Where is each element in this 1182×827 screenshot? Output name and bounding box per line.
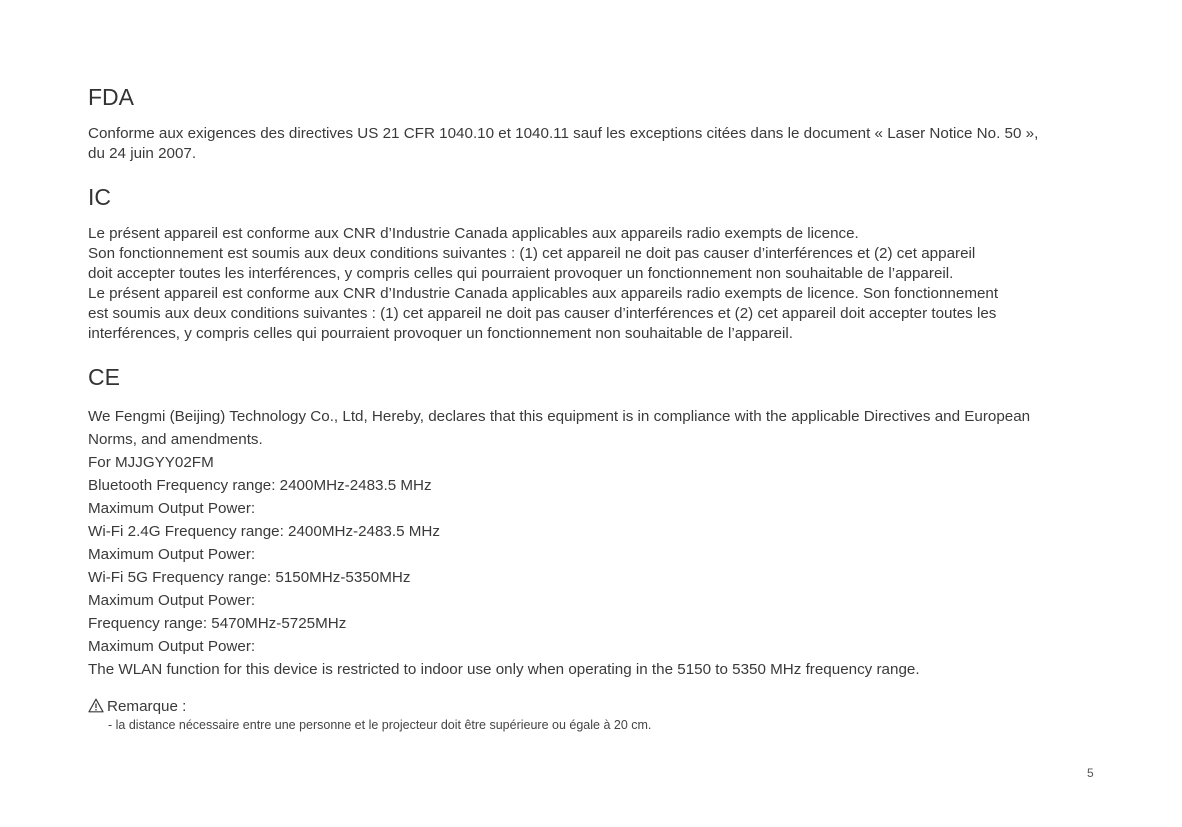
ce-line: Maximum Output Power:: [88, 638, 256, 655]
page-number: 5: [1087, 766, 1094, 780]
remark-detail: - la distance nécessaire entre une personne et le projecteur doit être supérieure ou égale à 20 cm.: [108, 718, 652, 732]
ce-line: Maximum Output Power:: [88, 546, 256, 563]
fda-heading: FDA: [88, 84, 134, 110]
warning-triangle-icon: [88, 698, 104, 719]
ic-line: doit accepter toutes les interférences, y compris celles qui pourraient provoquer un fonctionnement non souhaitable de l’appareil.: [88, 265, 954, 282]
ce-line: Wi-Fi 5G Frequency range: 5150MHz-5350MHz: [88, 569, 411, 586]
ce-paragraph: [88, 405, 1098, 681]
fda-line: du 24 juin 2007.: [88, 145, 197, 162]
ce-line: We Fengmi (Beijing) Technology Co., Ltd, Hereby, declares that this equipment is in compliance with the applicable Directives and European: [88, 408, 1031, 425]
ic-line: interférences, y compris celles qui pourraient provoquer un fonctionnement non souhaitable de l’appareil.: [88, 325, 793, 342]
ce-line: Norms, and amendments.: [88, 431, 263, 448]
ce-line: Bluetooth Frequency range: 2400MHz-2483.5 MHz: [88, 477, 432, 494]
ic-line: Son fonctionnement est soumis aux deux conditions suivantes : (1) cet appareil ne doit pas causer d’interférences et (2) cet appareil: [88, 245, 976, 262]
ic-line: Le présent appareil est conforme aux CNR d’Industrie Canada applicables aux appareils radio exempts de licence. Son fonctionnement: [88, 285, 999, 302]
fda-paragraph: [88, 124, 1093, 164]
ic-heading: IC: [88, 184, 111, 210]
ce-line: Maximum Output Power:: [88, 500, 256, 517]
remark-label: Remarque :: [107, 698, 187, 715]
ic-line: Le présent appareil est conforme aux CNR d’Industrie Canada applicables aux appareils radio exempts de licence.: [88, 225, 859, 242]
ic-line: est soumis aux deux conditions suivantes : (1) cet appareil ne doit pas causer d’interférences et (2) cet appareil doit accepter toutes les: [88, 305, 997, 322]
ce-line: Wi-Fi 2.4G Frequency range: 2400MHz-2483.5 MHz: [88, 523, 440, 540]
fda-line: Conforme aux exigences des directives US 21 CFR 1040.10 et 1040.11 sauf les exceptions citées dans le document « Laser Notice No. 50 »,: [88, 125, 1039, 142]
ce-line: The WLAN function for this device is restricted to indoor use only when operating in the 5150 to 5350 MHz frequency range.: [88, 661, 920, 678]
ic-paragraph: [88, 224, 1093, 344]
ce-heading: CE: [88, 364, 120, 390]
ce-line: Frequency range: 5470MHz-5725MHz: [88, 615, 347, 632]
ce-line: For MJJGYY02FM: [88, 454, 214, 471]
ce-line: Maximum Output Power:: [88, 592, 256, 609]
